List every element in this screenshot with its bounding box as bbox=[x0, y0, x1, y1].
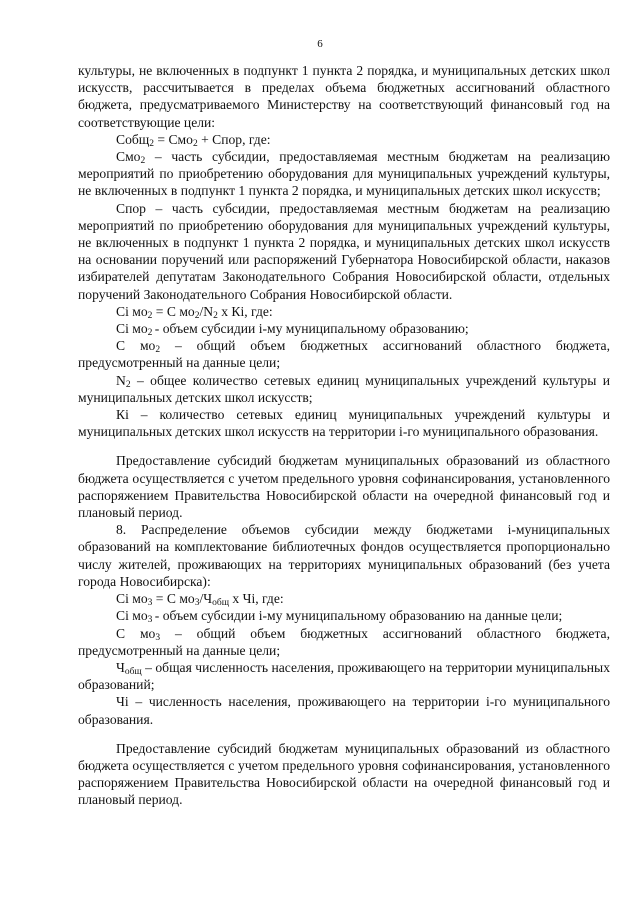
paragraph-p9 bbox=[78, 406, 610, 440]
paragraph-p12 bbox=[78, 590, 610, 607]
text-run: Сi мо bbox=[116, 303, 148, 319]
subscript: общ bbox=[124, 666, 142, 677]
text-run: /N bbox=[199, 303, 214, 319]
paragraph-p15 bbox=[78, 659, 610, 693]
subscript: 2 bbox=[140, 156, 146, 167]
paragraph-p2 bbox=[78, 131, 610, 148]
paragraph-p16 bbox=[78, 693, 610, 727]
subscript: 2 bbox=[155, 345, 161, 356]
text-run: Предоставление субсидий бюджетам муниципальных образований из областного бюджета осуществляется с учетом предельного уровня софинансирования, установленного распоряжением Правительства Новосибирской области на очередной финансовый год и плановый период. bbox=[78, 453, 610, 521]
subscript: 2 bbox=[192, 138, 198, 149]
subscript: 2 bbox=[125, 379, 131, 390]
text-run: Чi – численность населения, проживающего на территории i-го муниципального образования. bbox=[78, 694, 610, 727]
paragraph-p10 bbox=[78, 452, 610, 521]
text-run: С мо bbox=[116, 338, 156, 354]
subscript: 2 bbox=[149, 138, 154, 149]
subscript: общ bbox=[212, 598, 230, 609]
subscript: 2 bbox=[194, 310, 200, 321]
text-run: Смо bbox=[116, 149, 141, 165]
text-run: – общее количество сетевых единиц муниципальных учреждений культуры и муниципальных детских школ искусств; bbox=[78, 372, 610, 405]
text-run: 8. Распределение объемов субсидии между бюджетами i-муниципальных образований на комплектование библиотечных фондов осуществляется пропорционально числу жителей, проживающих на территориях муниципальных образований (без учета города Новосибирска): bbox=[78, 522, 610, 589]
document-body bbox=[78, 62, 610, 809]
text-run: = С мо bbox=[152, 591, 195, 607]
text-run: – общий объем бюджетных ассигнований областного бюджета, предусмотренный на данные цели; bbox=[78, 625, 610, 658]
text-run: - объем субсидии i-му муниципальному образованию на данные цели; bbox=[154, 608, 563, 624]
text-run: + Спор, где: bbox=[197, 131, 271, 147]
text-run: Сi мо bbox=[116, 608, 148, 624]
text-run: /Ч bbox=[199, 591, 213, 607]
page-number: 6 bbox=[317, 38, 323, 50]
paragraph-p3 bbox=[78, 148, 610, 200]
subscript: 2 bbox=[147, 328, 155, 339]
subscript: 2 bbox=[213, 310, 218, 321]
paragraph-p11 bbox=[78, 521, 610, 590]
text-run: Сi мо bbox=[116, 321, 148, 337]
text-run: = Смо bbox=[154, 131, 193, 147]
text-run: Сi мо bbox=[116, 591, 148, 607]
paragraph-p14 bbox=[78, 625, 610, 659]
text-run: N bbox=[116, 372, 126, 388]
text-run: Кi – количество сетевых единиц муниципальных учреждений культуры и муниципальных детских школ искусств на территории i-го муниципального образования. bbox=[78, 407, 610, 440]
paragraph-p5 bbox=[78, 303, 610, 320]
text-run: – общий объем бюджетных ассигнований областного бюджета, предусмотренный на данные цели; bbox=[78, 338, 610, 371]
text-run: = С мо bbox=[152, 303, 195, 319]
text-run: Спор – часть субсидии, предоставляемая местным бюджетам на реализацию мероприятий по приобретению оборудования для муниципальных учреждений культуры, не включенных в подпункт 1 пункта 2 порядка, и муниципальных детских школ искусств на основании поручений или распоряжений Губернатора Новосибирской области, наказов избирателей депутатам Законодательного Собрания Новосибирской области, отдельных поручений Законодательного Собрания Новосибирской области. bbox=[78, 200, 610, 302]
paragraph-p6 bbox=[78, 320, 610, 337]
text-run: х Кi, где: bbox=[217, 303, 273, 319]
subscript: 3 bbox=[155, 632, 161, 643]
paragraph-p17 bbox=[78, 740, 610, 809]
subscript: 3 bbox=[147, 615, 155, 626]
text-run: культуры, не включенных в подпункт 1 пункта 2 порядка, и муниципальных детских школ искусств, рассчитывается в пределах объема бюджетных ассигнований областного бюджета, предусматриваемого Министерству на соответствующий финансовый год на соответствующие цели: bbox=[78, 63, 610, 130]
paragraph-p13 bbox=[78, 607, 610, 624]
subscript: 2 bbox=[147, 310, 153, 321]
text-run: Собщ bbox=[116, 131, 150, 147]
text-run: Предоставление субсидий бюджетам муниципальных образований из областного бюджета осуществляется с учетом предельного уровня софинансирования, установленного распоряжением Правительства Новосибирской области на очередной финансовый год и плановый период. bbox=[78, 740, 610, 808]
paragraph-p8 bbox=[78, 372, 610, 406]
paragraph-p4 bbox=[78, 200, 610, 303]
paragraph-p7 bbox=[78, 337, 610, 371]
text-run: – общая численность населения, проживающего на территории муниципальных образований; bbox=[78, 659, 610, 693]
text-run: х Чi, где: bbox=[229, 591, 284, 607]
subscript: 3 bbox=[194, 598, 200, 609]
text-run: – часть субсидии, предоставляемая местным бюджетам на реализацию мероприятий по приобретению оборудования для муниципальных учреждений культуры, не включенных в подпункт 1 пункта 2 порядка, и муниципальных детских школ искусств; bbox=[78, 149, 610, 199]
subscript: 3 bbox=[147, 598, 153, 609]
text-run: - объем субсидии i-му муниципальному образованию; bbox=[154, 321, 469, 337]
paragraph-p1 bbox=[78, 62, 610, 131]
text-run: Ч bbox=[116, 659, 125, 675]
text-run: С мо bbox=[116, 625, 156, 641]
